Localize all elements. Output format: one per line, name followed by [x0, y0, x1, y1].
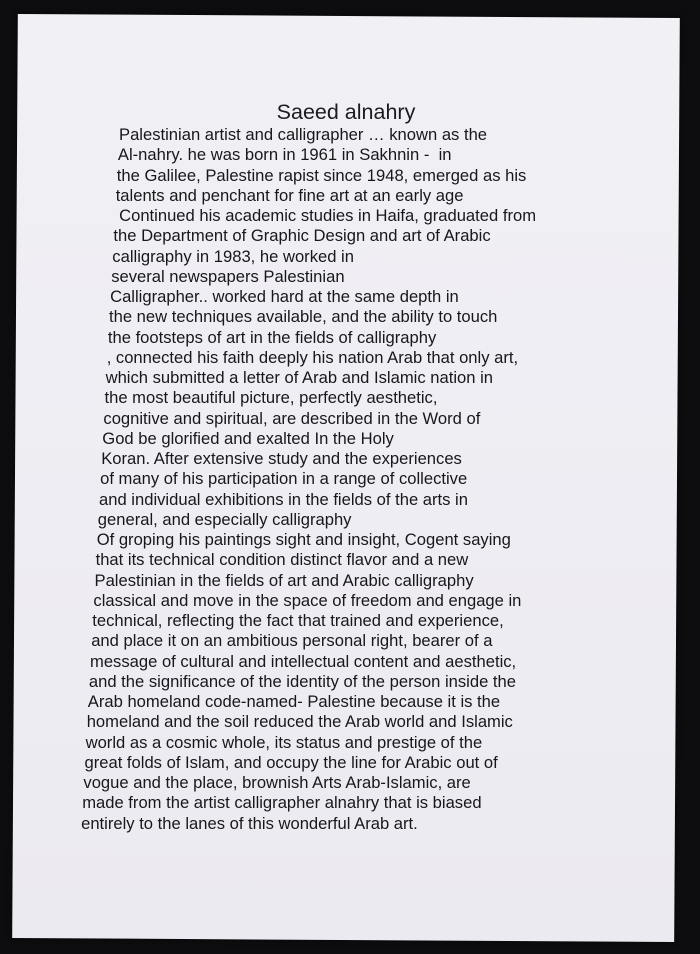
body-line: the footsteps of art in the fields of calligraphy [107, 327, 437, 347]
body-line: Continued his academic studies in Haifa, graduated from [114, 206, 537, 225]
body-line: Of groping his paintings sight and insight, Cogent saying [96, 530, 511, 549]
body-line: cognitive and spiritual, are described in the Word of [103, 408, 481, 428]
body-line: technical, reflecting the fact that trained and experience, [92, 611, 504, 630]
body-line: homeland and the soil reduced the Arab world and Islamic [86, 712, 513, 732]
body-line: Palestinian artist and calligrapher … known as the [119, 125, 488, 144]
body-line: , connected his faith deeply his nation Arab that only art, [106, 347, 519, 367]
body-line: and individual exhibitions in the fields of the arts in [99, 489, 468, 509]
body-line: the new techniques available, and the ability to touch [109, 307, 498, 327]
body-line: and place it on an ambitious personal right, bearer of a [91, 631, 493, 651]
body-line: general, and especially calligraphy [97, 509, 352, 529]
body-line: made from the artist calligrapher alnahry that is biased [82, 793, 482, 813]
body-line: Calligrapher.. worked hard at the same depth in [110, 287, 459, 306]
body-line: the most beautiful picture, perfectly aesthetic, [104, 388, 438, 408]
body-line: which submitted a letter of Arab and Islamic nation in [105, 368, 493, 387]
body-line: entirely to the lanes of this wonderful Arab art. [81, 813, 418, 833]
body-line: Koran. After extensive study and the experiences [101, 449, 462, 468]
body-line: talents and penchant for fine art at an early age [115, 185, 464, 205]
body-line: that its technical condition distinct flavor and a new [95, 550, 469, 570]
body-line: great folds of Islam, and occupy the line for Arabic out of [84, 752, 498, 772]
body-line: several newspapers Palestinian [111, 266, 345, 286]
body-line: classical and move in the space of freedom and engage in [93, 590, 522, 610]
body-line: message of cultural and intellectual content and aesthetic, [90, 651, 517, 671]
body-line: the Galilee, Palestine rapist since 1948, emerged as his [116, 165, 527, 185]
body-line: vogue and the place, brownish Arts Arab-Islamic, are [83, 773, 471, 792]
body-line: calligraphy in 1983, he worked in [112, 246, 354, 266]
body-line: world as a cosmic whole, its status and prestige of the [85, 732, 483, 752]
body-line: Arab homeland code-named- Palestine because it is the [87, 692, 501, 711]
body-line: Palestinian in the fields of art and Arabic calligraphy [94, 570, 474, 590]
body-line: and the significance of the identity of the person inside the [88, 671, 517, 691]
body-line: the Department of Graphic Design and art of Arabic [113, 226, 491, 246]
page-title: Saeed alnahry [276, 100, 416, 124]
body-line: God be glorified and exalted In the Holy [102, 428, 394, 448]
body-line: Al-nahry. he was born in 1961 in Sakhnin - in [117, 145, 452, 165]
body-line: of many of his participation in a range of collective [100, 469, 468, 489]
